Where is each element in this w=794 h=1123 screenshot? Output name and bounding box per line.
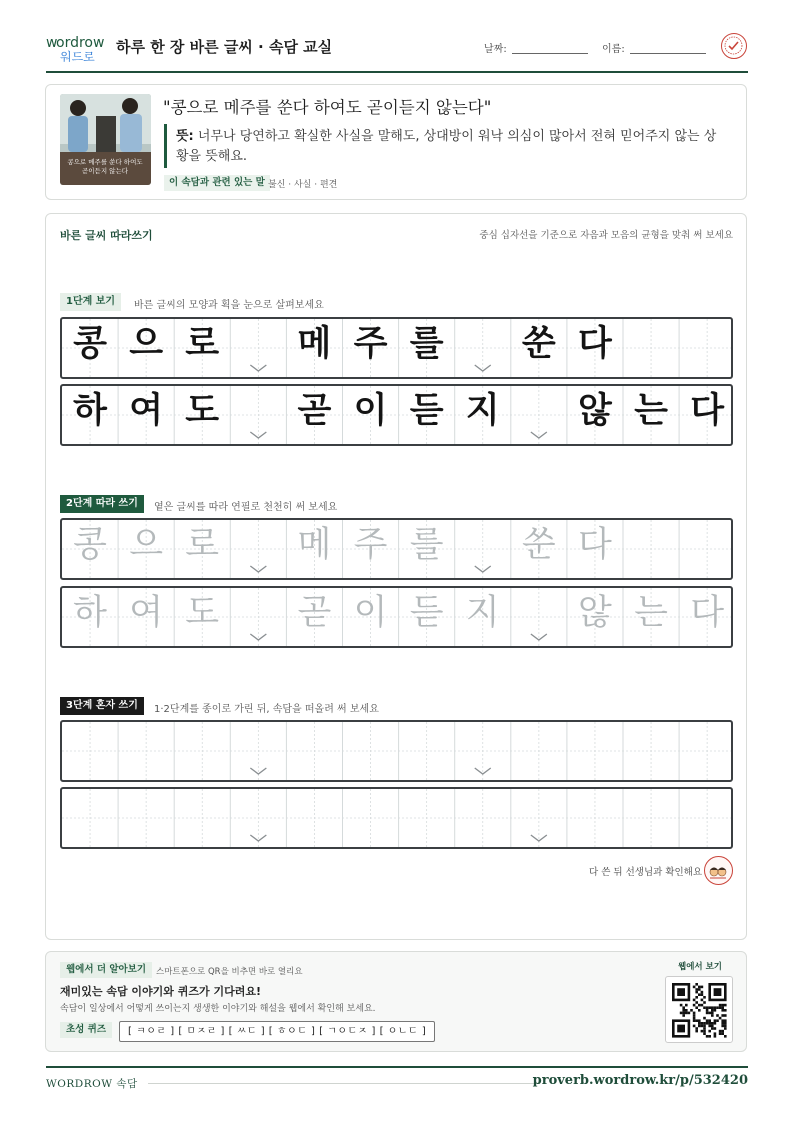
model-character: 다 [690,390,724,431]
name-label: 이름: [602,44,625,55]
trace-character: 않 [577,593,612,633]
trace-character: 는 [634,593,668,633]
qr-label: 웹에서 보기 [678,962,723,972]
footer-url-link[interactable]: proverb.wordrow.kr/p/532420 [532,1073,748,1088]
teacher-seal-icon [704,856,733,885]
date-field[interactable] [512,53,588,54]
logo-mark [46,34,110,62]
trace-character: 콩 [73,525,107,565]
trace-character: 다 [577,525,612,565]
model-character: 지 [465,390,500,431]
proverb-text: "콩으로 메주를 쑨다 하여도 곧이듣지 않는다" [163,98,492,117]
step3-hint: 1·2단계를 종이로 가린 뒤, 속담을 떠올려 써 보세요 [154,704,379,715]
model-character: 도 [185,390,220,431]
web-headline: 재미있는 속담 이야기와 퀴즈가 기다려요! [60,985,261,998]
qr-code-icon[interactable] [665,976,733,1043]
trace-character: 쑨 [521,525,556,565]
step1-row2 [60,384,733,446]
related-words-tag: 이 속담과 관련 있는 말 [164,175,270,191]
meaning-text: 너무나 당연하고 확실한 사실을 말해도, 상대방이 워낙 의심이 많아서 전혀 믿어주지 않는 상황을 뜻해요. [176,129,717,164]
header-divider [46,71,748,73]
meaning-block [176,127,721,167]
trace-character: 도 [185,593,220,633]
model-character: 않 [577,390,612,431]
model-character: 주 [353,323,388,364]
model-character: 여 [129,390,163,431]
character-cells [62,520,731,578]
step1-row1 [60,317,733,379]
web-more-tag[interactable]: 웹에서 더 알아보기 [60,962,152,978]
step2-badge: 2단계 따라 쓰기 [60,495,144,513]
step3-badge: 3단계 혼자 쓰기 [60,697,144,715]
meaning-accent-bar [164,124,167,168]
web-description: 속담이 일상에서 어떻게 쓰이는지 생생한 이야기와 해설을 웹에서 확인해 보세요. [60,1004,376,1014]
trace-character: 주 [353,525,388,565]
trace-character: 여 [129,593,163,633]
model-character: 곧 [297,390,332,431]
footer-divider [46,1066,748,1068]
step2-hint: 옅은 글씨를 따라 연필로 천천히 써 보세요 [154,502,338,513]
character-cells [62,386,731,444]
step1-badge: 1단계 보기 [60,293,121,311]
step3-row2[interactable] [60,787,733,849]
model-character: 다 [577,323,612,364]
model-character: 를 [409,323,444,364]
step3-row1[interactable] [60,720,733,782]
step2-row2[interactable] [60,586,733,648]
model-character: 콩 [73,323,107,364]
trace-character: 로 [185,525,220,565]
logo-sub: 워드로 [60,50,95,62]
model-character: 쑨 [521,323,556,364]
trace-character: 다 [690,593,724,633]
footer-brand: WORDROW 속담 [46,1078,138,1090]
name-field[interactable] [630,53,706,54]
svg-text:ordrow: ordrow [56,35,105,51]
model-character: 로 [185,323,220,364]
proverb-illustration [60,94,151,185]
model-character: 이 [353,390,388,431]
related-words: 불신 · 사실 · 편견 [268,180,338,190]
model-character: 으 [129,323,163,364]
trace-character: 이 [353,593,388,633]
thumb-caption-line1: 콩으로 메주를 쑨다 하여도 [67,158,143,166]
model-character: 하 [73,390,107,431]
trace-character: 으 [129,525,163,565]
model-character: 듣 [409,390,444,431]
grid-lines [62,789,731,847]
trace-character: 하 [73,593,107,633]
trace-character: 메 [297,525,332,565]
meaning-label: 뜻: [176,129,194,144]
trace-character: 듣 [409,593,444,633]
grid-lines [62,722,731,780]
practice-hint: 중심 십자선을 기준으로 자음과 모음의 균형을 맞춰 써 보세요 [479,230,733,241]
quiz-label: 초성 퀴즈 [60,1022,112,1038]
check-stamp-icon [721,33,747,59]
wordrow-logo [46,34,110,62]
teacher-confirm-text: 다 쓴 뒤 선생님과 확인해요 [589,867,703,878]
step1-hint: 바른 글씨의 모양과 획을 눈으로 살펴보세요 [134,300,324,311]
trace-character: 를 [409,525,444,565]
practice-title: 바른 글씨 따라쓰기 [60,229,153,242]
model-character: 는 [634,390,668,431]
web-qr-hint: 스마트폰으로 QR을 비추면 바로 열리요 [156,967,303,977]
thumb-caption-line2: 곧이듣지 않는다 [81,167,129,175]
trace-character: 곧 [297,593,332,633]
character-cells [62,319,731,377]
page-title: 하루 한 장 바른 글씨 · 속담 교실 [116,38,333,56]
model-character: 메 [297,323,332,364]
trace-character: 지 [465,593,500,633]
step2-row1[interactable] [60,518,733,580]
svg-text:w: w [46,35,58,51]
chosung-quiz: [ ㅋㅇㄹ ] [ ㅁㅈㄹ ] [ ㅆㄷ ] [ ㅎㅇㄷ ] [ ㄱㅇㄷㅈ ] [ ㅇㄴㄷ ] [119,1021,435,1042]
date-label: 날짜: [484,44,507,55]
character-cells [62,588,731,646]
footer-rule-thin [148,1083,538,1084]
